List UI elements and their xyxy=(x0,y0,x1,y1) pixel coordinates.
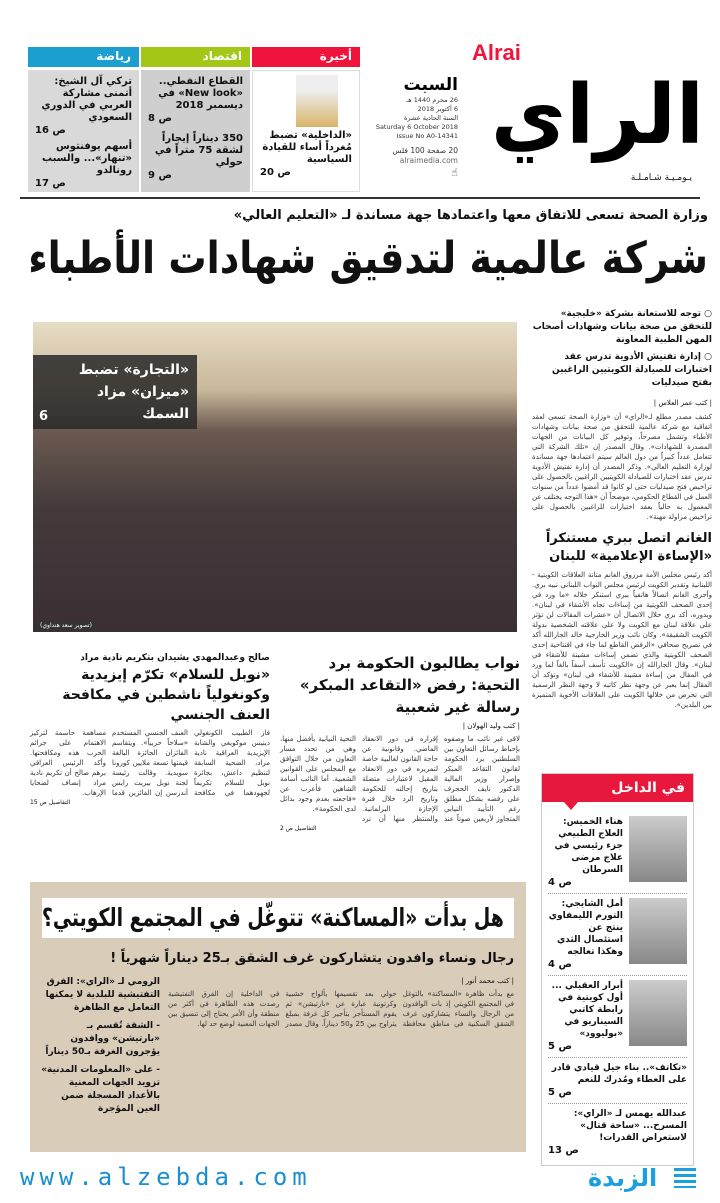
inside-item[interactable] xyxy=(548,1104,687,1161)
page-ref: ص 5 xyxy=(548,1041,572,1052)
pages-price: 20 صفحة 100 فلس xyxy=(392,146,458,155)
nawab-story xyxy=(280,652,520,833)
byline: | كتب عمر العلاس | xyxy=(653,399,712,407)
lead-bullets xyxy=(532,308,712,390)
teaser-title: 350 ديناراً إيجاراً لشقة 75 متراً في حولي xyxy=(154,133,243,168)
photo-page: 6 xyxy=(39,409,49,424)
teaser-title: «الداخلية» تضبط مُغرداً أساء للقيادة السياسية xyxy=(262,130,352,165)
date-en: Saturday 6 October 2018 xyxy=(375,123,458,131)
date-block xyxy=(366,74,458,179)
lead-kicker: وزارة الصحة تسعى للاتفاق معها واعتمادها جهة مساندة لـ «التعليم العالي» xyxy=(233,208,708,223)
highlight: - الشقة تُقسم بـ «بارتيشن» ووافدون يؤجرون الغرفة بـ50 ديناراً xyxy=(45,1021,160,1057)
photo-caption-box[interactable] xyxy=(33,355,197,429)
inside-item[interactable] xyxy=(548,1058,687,1104)
inside-item-title: أبرار العقيلي ... أول كويتية في رابطة كاتبي السيناريو في «بوليوود» xyxy=(551,981,623,1039)
photo-credit: (تصوير سعد هنداوي) xyxy=(37,621,95,630)
year: السنة الحادية عشرة xyxy=(404,114,458,122)
nawab-byline: | كتب وليد الهولان | xyxy=(462,722,520,730)
zebda-logo xyxy=(588,1162,696,1196)
issue: Issue No A0-14341 xyxy=(396,132,458,140)
nobel-headline[interactable]: «نوبل للسلام» تكرّم إيزيدية وكونغولياً ناشطين في مكافحة العنف الجنسي xyxy=(62,667,270,723)
page-ref: ص 4 xyxy=(548,959,572,970)
inside-item-title: أمل الشايجي: التورم الليمفاوي ينتج عن استئصال الثدي وهكذا تعالجه xyxy=(548,899,623,957)
greg-date: 6 أكتوبر 2018 xyxy=(417,105,458,113)
ghanem-body: أكد رئيس مجلس الأمة مرزوق الغانم متانة العلاقات الكويتية - اللبنانية وتقدير الكويت لرئيس مجلس النواب اللبناني نبيه بري. وأجرى الغانم اتصالاً هاتفياً ببري استنكر خلاله «ما ورد في إحدى الصحف الكويتية من إساءات تجاه الأشقاء في لبنان». وبدوره، أكد بري خلال الاتصال أن «عشرات المقالات لن تؤثر على علاقة لبنان مع الكويت ولا على علاقته الشخصية بدولة الكويت الشقيقة». وكان نائب وزير الخارجية خالد الجارالله أكد في تصريح صحافي «الرفض القاطع لما جاء في افتتاحية إحدى الصحف الكويتية والذي تضمن إساءات مشينة للأشقاء في لبنان». وقال الجارالله إن «الكويت تأسف أسفاً بالغاً لما ورد في المقال من إساءة مشينة للأشقاء في لبنان» وتؤكد أن المقال إنما يعبر عن وجهة نظر كاتبه لا وجهة النظر الرسمية التي تحرص من خلالها الكويت على العلاقات الأخوية المتميزة بين البلدين». xyxy=(532,571,712,709)
inside-list xyxy=(542,802,693,1161)
person-photo xyxy=(629,980,687,1046)
teaser-title: القطاع النفطي.. «New look» في ديسمبر 2018 xyxy=(158,76,243,111)
inside-item-title: هناء الخميس: العلاج الطبيعي جزء رئيسي في علاج مرضى السرطان xyxy=(554,817,623,875)
nobel-story xyxy=(30,652,270,807)
masthead-logo xyxy=(462,40,712,190)
page-ref: ص 16 xyxy=(35,125,66,136)
lead-body: كشف مصدر مطلع لـ«الراي» أن «وزارة الصحة تسعى لعقد اتفاقية مع شركة عالمية للتحقق من صحة بيانات وشهادات الأطباء وتشمل مصرحاً، وتوفير كل البيانات من الجهات المصدرة للشهادات». وقال المصدر إن «تلك الشركة التي تتعامل عدداً كبيراً من دول العالم سيتم اعتمادها جهة مساندة لوزارة التعليم العالي». وذكر المصدر أن إدارة تفتيش الأدوية تدرس عقد اختبارات للصيادلة الكويتيين الراغبين بالحصول على تراخيص فتح صيدليات حتى لو كانوا قد أمضوا عدداً من سنوات العمل في القطاع الحكومي، موضحاً أن «هذا التوجه يختلف عن المعمول به حالياً بعقد اختبارات للراغبين بالحصول على تراخيص مزاولة مهنة». xyxy=(532,413,712,521)
nobel-body: فاز الطبيب الكونغولي دينيس موكويغي والشابة الإيزيدية العراقية نادية مراد، الضحية السابقة لتنظيم داعش، بجائزة نوبل للسلام تكريماً لجهودهما في مكافحة العنف الجنسي المستخدم «سلاحاً حربياً». ويتقاسم الفائزان الجائزة البالغة قيمتها تسعة ملايين كورونا سويدية. وقالت رئيسة لجنة نوبل بيريت رايس أندرسن إن الفائزين قدما مساهمة حاسمة لتركيز الاهتمام على جرائم الحرب هذه ومكافحتها. وأكد الرئيس العراقي برهم صالح أن تكريم نادية مراد إنصاف لضحايا الإرهاب. xyxy=(30,729,270,797)
page-ref: ص 5 xyxy=(548,1087,572,1098)
inside-item[interactable] xyxy=(548,976,687,1058)
feature-highlights xyxy=(38,976,160,1116)
inside-header: في الداخل xyxy=(542,774,693,802)
hijri-date: 26 محرم 1440 هـ xyxy=(406,96,458,104)
inside-item-title: عبدالله يهمس لـ «الراي»: المسرح... «ساحة قتال» لاستعراض القدرات! xyxy=(573,1109,687,1143)
page-ref: ص 20 xyxy=(260,167,291,178)
nobel-more[interactable]: التفاصيل ص 15 xyxy=(30,799,71,806)
feature-body: مع بدأت ظاهرة «المساكنة» بالتوغل في المجتمع الكويتي إذ بات الوافدون من الرجال والنساء يتشاركون غرف الشقق السكنية في مناطق محافظة حولي بعد تقسيمها بألواح خشبية وكرتونية عبارة عن «بارتيشن» ثم يقوم المستأجر بتأجير كل غرفة بمبلغ يتراوح بين 25 و50 ديناراً. وقال مصدر في الداخلية إن الفرق التفتيشية رصدت هذه الظاهرة في أكثر من منطقة وأن الأمر يحتاج إلى تنسيق بين الجهات المعنية لوضع حد لها. xyxy=(168,990,514,1028)
tab-iqtisad[interactable]: اقتصاد xyxy=(141,47,250,67)
feature-main xyxy=(168,976,514,1116)
right-column xyxy=(532,308,712,770)
zebda-logo-text: الزبدة xyxy=(588,1164,658,1192)
teaser-title: أسهم يوفنتوس «تنهار»... والسبب رونالدو xyxy=(42,141,132,176)
day: السبت xyxy=(403,75,458,95)
nobel-kicker: صالح وعبدالمهدي يشيدان بتكريم نادية مراد xyxy=(80,653,270,663)
page-ref: ص 13 xyxy=(548,1145,579,1156)
feature-headline[interactable]: هل بدأت «المساكنة» تتوغّل في المجتمع الكويتي؟ xyxy=(42,903,504,932)
feature-columns xyxy=(38,976,514,1116)
page-ref: ص 9 xyxy=(148,170,172,181)
logo-ar: الراي xyxy=(490,68,704,163)
lead-headline[interactable]: شركة عالمية لتدقيق شهادات الأطباء xyxy=(28,233,708,284)
teaser-iqtisad[interactable] xyxy=(141,70,250,192)
lead-photo xyxy=(33,322,517,632)
hand-pointer-icon: ☝ xyxy=(451,166,458,179)
page-ref: ص 8 xyxy=(148,113,172,124)
tab-akhira[interactable]: أخيرة xyxy=(252,47,360,67)
page-ref: ص 4 xyxy=(548,877,572,888)
inside-item[interactable] xyxy=(548,894,687,976)
teaser-riyada[interactable] xyxy=(28,70,139,192)
teaser-title: تركي آل الشيخ: أتمنى مشاركة العربي في الدوري السعودي xyxy=(41,76,132,123)
website-link[interactable]: alraimedia.com xyxy=(399,156,458,165)
ghanem-headline[interactable]: الغانم اتصل ببري مستنكراً «الإساءة الإعلامية» للبنان xyxy=(545,531,712,564)
person-photo xyxy=(629,816,687,882)
feature-byline: | كتب محمد أنور | xyxy=(461,977,514,985)
highlight: الرومي لـ «الراي»: الفرق التفتيشية للبلدية لا يمكنها التعامل مع الظاهرة xyxy=(45,977,160,1013)
photo-caption: «التجارة» تضبط «ميزان» مزاد السمك xyxy=(78,362,189,422)
divider xyxy=(20,197,700,199)
tagline: يـومـيـة شـامـلـة xyxy=(630,173,692,183)
footer-url[interactable]: www.alzebda.com xyxy=(20,1163,312,1191)
feature-box xyxy=(30,882,526,1152)
nawab-headline[interactable]: نواب يطالبون الحكومة برد التحية: رفض «التقاعد المبكر» رسالة غير شعبية xyxy=(299,654,520,716)
inside-pointer xyxy=(564,802,578,810)
inside-item-title: «تكاتف».. بناء جيل قيادي قادر على العطاء ومُدرك للنعم xyxy=(551,1063,687,1085)
menu-lines-icon xyxy=(674,1168,696,1188)
feature-headline-box xyxy=(42,898,514,938)
highlight: - على «المعلومات المدنية» تزويد الجهات المعنية بالأعداد المسجلة ضمن العين المؤجرة xyxy=(41,1065,160,1114)
inside-box xyxy=(541,773,694,1166)
bullet: ○ إدارة تفتيش الأدوية تدرس عقد اختبارات للصيادلة الكويتيين الراغبين بفتح صيدليات xyxy=(551,352,712,388)
bullet: ○ توجه للاستعانة بشركة «خليجية» للتحقق من صحة بيانات وشهادات أصحاب المهن الطبية المعاونة xyxy=(532,309,712,345)
feature-subhead: رجال ونساء وافدون يتشاركون غرف الشقق بـ25 ديناراً شهرياً ! xyxy=(110,951,514,966)
person-photo xyxy=(296,75,338,127)
page-ref: ص 17 xyxy=(35,178,66,189)
person-photo xyxy=(629,898,687,964)
logo-en: Alrai xyxy=(472,40,521,65)
teaser-akhira[interactable] xyxy=(252,70,360,192)
nawab-body: لاقى غير نائب ما وصفوه بإحباط رسائل التعاون بين السلطتين برد الحكومة لقانون التقاعد المبكر وإصرار وزير المالية الدكتور نايف الحجرف على رفضه بشكل مطلق رغم التأييد النيابي المتجاوز لأربعين صوتاً عند إقراره في دور الانعقاد الماضي. وقانونية عن حاجة القانون لغالبية خاصة لتمريره في دور الانعقاد المقبل لاعتبارات متصلة بتاريخ إحالته للحكومة وتاريخ الرد خلال فترة الإجازة البرلمانية. والمنتظر منها أن ترد التحية النيابية بأفضل منها، وهي من تحدد مسار التعاون من خلال التوافق مع المجلس على القوانين الشعبية. أما النائب أسامة الشاهين فأعرب عن «فاجعته بعدم وجود بدائل لدى الحكومة». xyxy=(280,735,520,823)
inside-item[interactable] xyxy=(548,812,687,894)
nawab-more[interactable]: التفاصيل ص 2 xyxy=(280,825,317,832)
tab-riyada[interactable]: رياضة xyxy=(28,47,139,67)
